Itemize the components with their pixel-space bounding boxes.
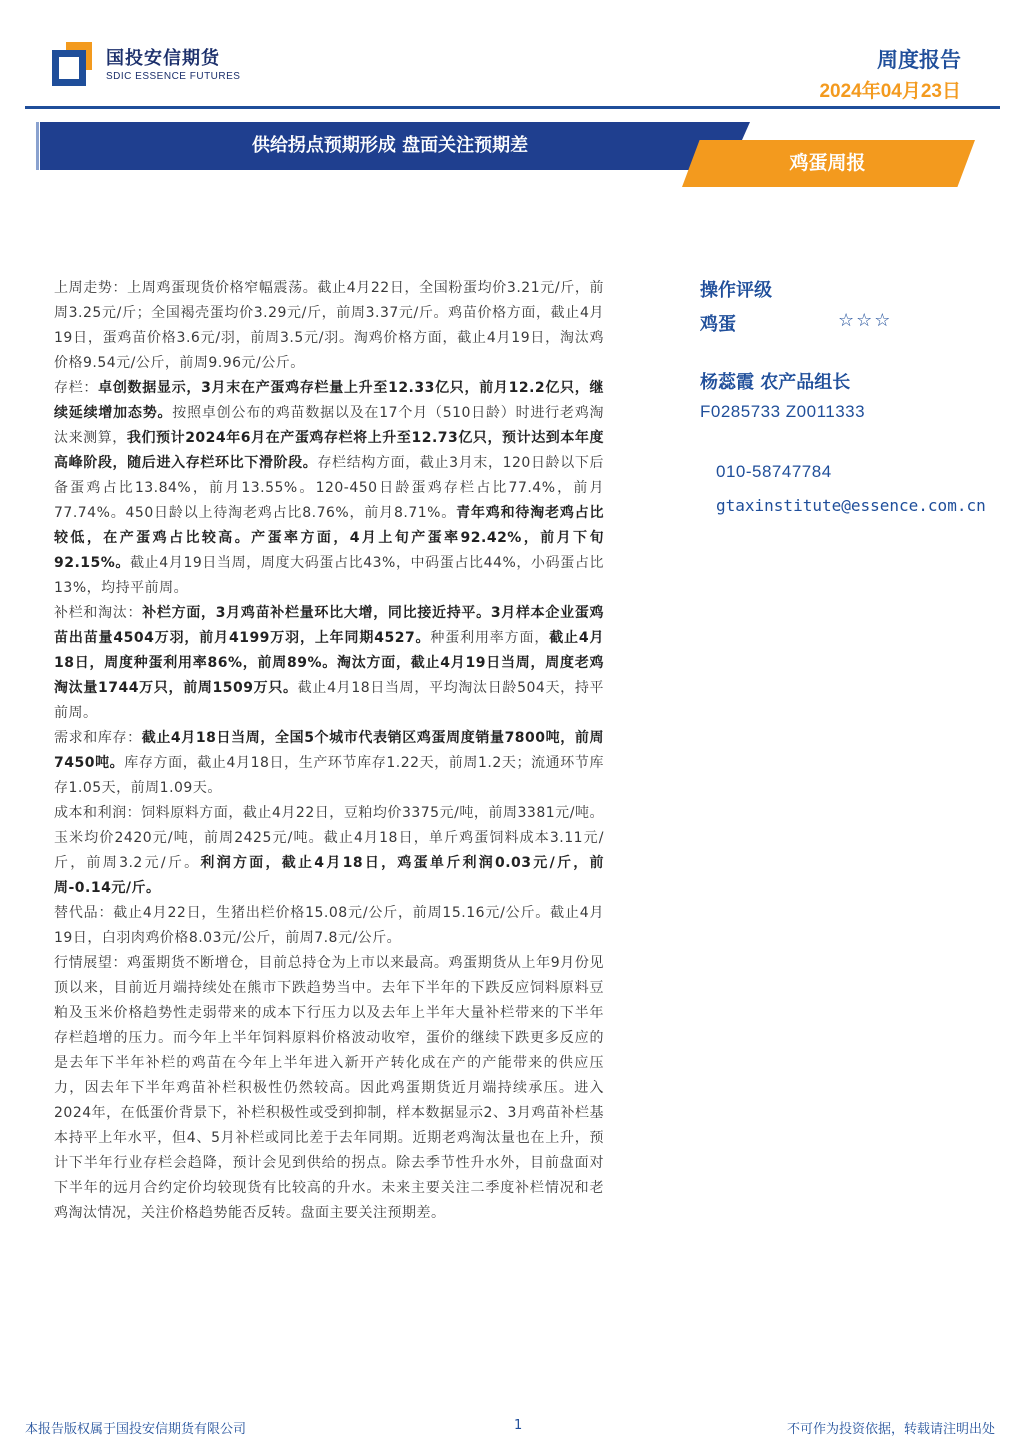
company-logo <box>52 42 242 88</box>
report-date: 2024年04月23日 <box>819 81 961 102</box>
paragraph-substitutes: 替代品：截止4月22日，生猪出栏价格15.08元/公斤，前周15.16元/公斤。截止4月19日，白羽肉鸡价格8.03元/公斤，前周7.8元/公斤。 <box>54 905 604 946</box>
rating-stars-icon: ☆☆☆ <box>838 310 893 331</box>
logo-mark-icon <box>52 42 98 88</box>
report-type: 周度报告 <box>877 48 961 72</box>
banner-edge <box>36 122 39 170</box>
paragraph-inventory: 存栏：卓创数据显示，3月末在产蛋鸡存栏量上升至12.33亿只，前月12.2亿只，继续延续增加态势。按照卓创公布的鸡苗数据以及在17个月（510日龄）时进行老鸡淘汰来测算，我们预计2024年6月在产蛋鸡存栏将上升至12.73亿只，预计达到本年度高峰阶段，随后进入存栏环比下滑阶段。存栏结构方面，截止3月末，120日龄以下后备蛋鸡占比13.84%，前月13.55%。120-450日龄蛋鸡存栏占比77.4%，前月77.74%。450日龄以上待淘老鸡占比8.76%，前月8.71%。青年鸡和待淘老鸡占比较低，在产蛋鸡占比较高。产蛋率方面，4月上旬产蛋率92.42%，前月下旬92.15%。截止4月19日当周，周度大码蛋占比43%，中码蛋占比44%，小码蛋占比13%，均持平前周。 <box>54 380 604 596</box>
paragraph-demand: 需求和库存：截止4月18日当周，全国5个城市代表销区鸡蛋周度销量7800吨，前周7450吨。库存方面，截止4月18日，生产环节库存1.22天，前周1.2天；流通环节库存1.05天，前周1.09天。 <box>54 730 604 796</box>
paragraph-cost: 成本和利润：饲料原料方面，截止4月22日，豆粕均价3375元/吨，前周3381元/吨。玉米均价2420元/吨，前周2425元/吨。截止4月18日，单斤鸡蛋饲料成本3.11元/斤，前周3.2元/斤。利润方面，截止4月18日，鸡蛋单斤利润0.03元/斤，前周-0.14元/斤。 <box>54 805 604 896</box>
contact-phone: 010-58747784 <box>716 462 832 481</box>
logo-name-cn: 国投安信期货 <box>106 48 220 69</box>
paragraph-outlook: 行情展望：鸡蛋期货不断增仓，目前总持仓为上市以来最高。鸡蛋期货从上年9月份见顶以来，目前近月端持续处在熊市下跌趋势当中。去年下半年的下跌反应饲料原料豆粕及玉米价格趋势性走弱带来的成本下行压力以及去年上半年大量补栏带来的下半年存栏趋增的压力。而今年上半年饲料原料价格波动收窄，蛋价的继续下跌更多反应的是去年下半年补栏的鸡苗在今年上半年进入新开产转化成在产的产能带来的供应压力，因去年下半年鸡苗补栏积极性仍然较高。因此鸡蛋期货近月端持续承压。进入2024年，在低蛋价背景下，补栏积极性或受到抑制，样本数据显示2、3月鸡苗补栏基本持平上年水平，但4、5月补栏或同比差于去年同期。近期老鸡淘汰量也在上升，预计下半年行业存栏会趋降，预计会见到供给的拐点。除去季节性升水外，目前盘面对下半年的远月合约定价均较现货有比较高的升水。未来主要关注二季度补栏情况和老鸡淘汰情况，关注价格趋势能否反转。盘面主要关注预期差。 <box>54 955 604 1221</box>
report-title: 供给拐点预期形成 盘面关注预期差 <box>251 135 529 156</box>
footer-notice: 不可作为投资依据，转载请注明出处 <box>786 1422 995 1437</box>
logo-name-en: SDIC ESSENCE FUTURES <box>106 71 241 82</box>
rating-title: 操作评级 <box>700 280 772 301</box>
analyst-license: F0285733 Z0011333 <box>700 402 866 421</box>
report-body <box>54 276 604 1226</box>
contact-email[interactable]: gtaxinstitute@essence.com.cn <box>716 496 986 515</box>
paragraph-replenish: 补栏和淘汰：补栏方面，3月鸡苗补栏量环比大增，同比接近持平。3月样本企业蛋鸡苗出苗量4504万羽，前月4199万羽，上年同期4527。种蛋利用率方面，截止4月18日，周度种蛋利用率86%，前周89%。淘汰方面，截止4月19日当周，周度老鸡淘汰量1744万只，前周1509万只。截止4月18日当周，平均淘汰日龄504天，持平前周。 <box>54 605 604 721</box>
rating-item: 鸡蛋 <box>700 314 736 335</box>
report-subtitle: 鸡蛋周报 <box>789 152 866 174</box>
footer-copyright: 本报告版权属于国投安信期货有限公司 <box>25 1422 247 1437</box>
page-number: 1 <box>514 1418 523 1433</box>
analyst-name: 杨蕊霞 农产品组长 <box>700 372 851 393</box>
paragraph-weekly-trend: 上周走势：上周鸡蛋现货价格窄幅震荡。截止4月22日，全国粉蛋均价3.21元/斤，前周3.25元/斤；全国褐壳蛋均价3.29元/斤，前周3.37元/斤。鸡苗价格方面，截止4月19日，蛋鸡苗价格3.6元/羽，前周3.5元/羽。淘鸡价格方面，截止4月19日，淘汰鸡价格9.54元/公斤，前周9.96元/公斤。 <box>54 280 604 371</box>
header-divider <box>25 106 1000 109</box>
